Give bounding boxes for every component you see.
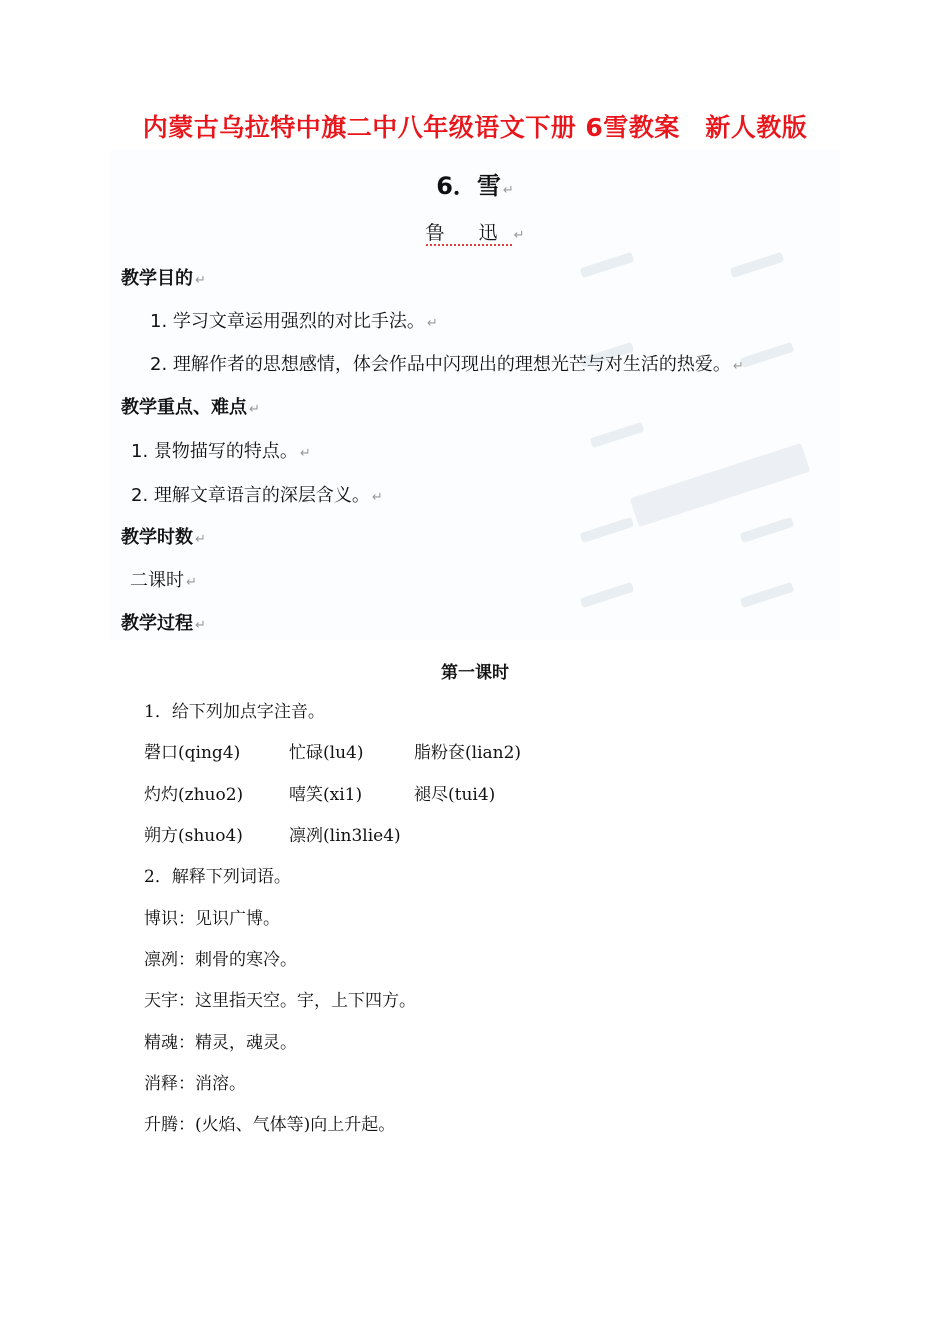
essay-author: 鲁 迅 ↵	[425, 222, 525, 244]
watermark	[580, 252, 634, 278]
watermark	[630, 443, 810, 527]
watermark	[580, 582, 634, 608]
key-points-heading: 教学重点、难点 ↵	[121, 397, 260, 418]
watermark	[740, 582, 794, 608]
objectives-heading: 教学目的 ↵	[121, 268, 206, 289]
document-title: 内蒙古乌拉特中旗二中八年级语文下册 6雪教案 新人教版	[142, 113, 808, 142]
watermark	[590, 422, 644, 448]
task1-heading: 1．给下列加点字注音。	[144, 702, 325, 722]
pinyin-item: 朔方(shuo4)	[144, 826, 243, 846]
definition-item: 精魂：精灵，魂灵。	[144, 1033, 297, 1053]
key-point-item: 2. 理解文章语言的深层含义。 ↵	[131, 485, 383, 506]
pinyin-item: 凛冽(lin3lie4)	[289, 826, 401, 846]
watermark	[580, 517, 634, 543]
hours-value: 二课时 ↵	[130, 570, 197, 591]
pinyin-item: 灼灼(zhuo2)	[144, 785, 244, 805]
embedded-lesson-image	[110, 150, 840, 640]
objective-item: 2. 理解作者的思想感情，体会作品中闪现出的理想光芒与对生活的热爱。 ↵	[150, 354, 744, 375]
pinyin-item: 忙碌(lu4)	[289, 743, 364, 763]
task2-heading: 2．解释下列词语。	[144, 867, 291, 887]
pinyin-item: 磬口(qing4)	[144, 743, 241, 763]
definition-item: 消释：消溶。	[144, 1074, 246, 1094]
pinyin-item: 嘻笑(xi1)	[289, 785, 363, 805]
definition-item: 天宇：这里指天空。宇，上下四方。	[144, 991, 416, 1011]
definition-item: 凛冽：刺骨的寒冷。	[144, 950, 297, 970]
pinyin-item: 脂粉奁(lian2)	[414, 743, 522, 763]
pinyin-item: 褪尽(tui4)	[414, 785, 496, 805]
definition-item: 博识：见识广博。	[144, 909, 280, 929]
process-heading: 教学过程 ↵	[121, 613, 206, 634]
objective-item: 1. 学习文章运用强烈的对比手法。 ↵	[150, 311, 438, 332]
hours-heading: 教学时数 ↵	[121, 527, 206, 548]
key-point-item: 1. 景物描写的特点。 ↵	[131, 441, 311, 462]
definition-item: 升腾：(火焰、气体等)向上升起。	[144, 1115, 396, 1135]
watermark	[730, 252, 784, 278]
essay-title: 6．雪 ↵	[436, 172, 514, 200]
lesson-title: 第一课时	[441, 663, 509, 683]
watermark	[740, 517, 794, 543]
watermark	[740, 342, 794, 368]
